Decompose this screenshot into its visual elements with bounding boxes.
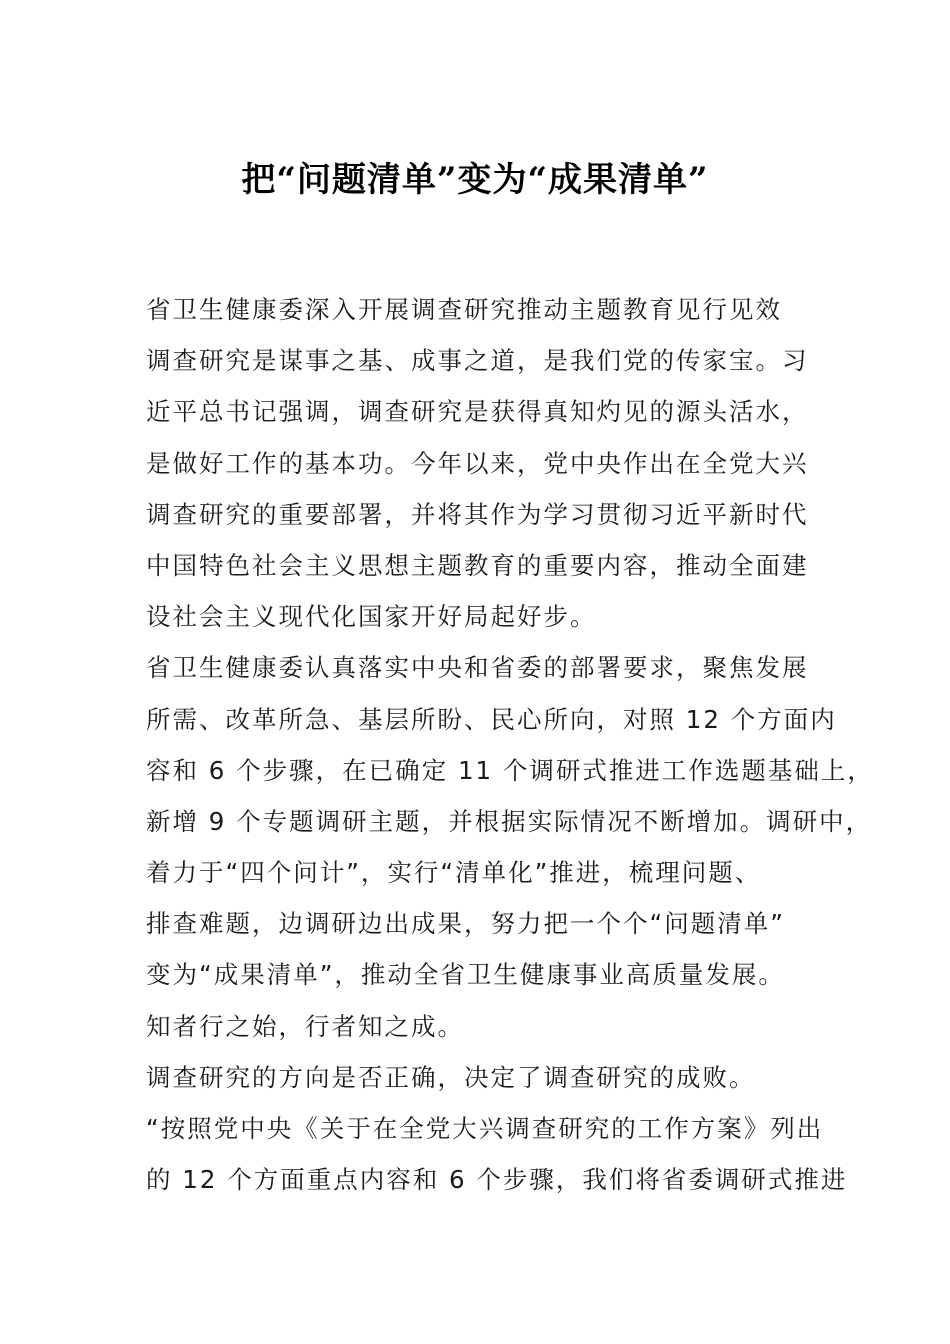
paragraph-subtitle bbox=[146, 284, 826, 335]
text-line: 变为“成果清单”，推动全省卫生健康事业高质量发展。 bbox=[146, 960, 785, 990]
paragraph-saying bbox=[146, 1001, 826, 1052]
document-body bbox=[146, 284, 874, 1205]
text-line: 知者行之始，行者知之成。 bbox=[146, 1011, 464, 1041]
text-line: 省卫生健康委认真落实中央和省委的部署要求，聚焦发展 bbox=[146, 653, 809, 683]
paragraph-quote bbox=[146, 1103, 848, 1205]
text-line: 调查研究的重要部署，并将其作为学习贯彻习近平新时代 bbox=[146, 499, 809, 529]
document-title: 把“问题清单”变为“成果清单” bbox=[241, 160, 709, 200]
paragraph-direction bbox=[146, 1052, 826, 1103]
text-line: 容和 6 个步骤，在已确定 11 个调研式推进工作选题基础上， bbox=[146, 755, 874, 785]
paragraph-intro bbox=[146, 335, 826, 642]
text-line: 调查研究是谋事之基、成事之道，是我们党的传家宝。习 bbox=[146, 346, 809, 376]
text-line: 省卫生健康委深入开展调查研究推动主题教育见行见效 bbox=[146, 295, 782, 324]
text-line: 近平总书记强调，调查研究是获得真知灼见的源头活水， bbox=[146, 397, 809, 427]
text-line: 中国特色社会主义思想主题教育的重要内容，推动全面建 bbox=[146, 550, 809, 580]
text-line: “按照党中央《关于在全党大兴调查研究的工作方案》列出 bbox=[146, 1114, 824, 1143]
text-line: 设社会主义现代化国家开好局起好步。 bbox=[146, 602, 597, 632]
text-line: 的 12 个方面重点内容和 6 个步骤，我们将省委调研式推进 bbox=[146, 1165, 848, 1195]
text-line: 调查研究的方向是否正确，决定了调查研究的成败。 bbox=[146, 1062, 756, 1092]
text-line: 着力于“四个问计”，实行“清单化”推进，梳理问题、 bbox=[146, 858, 762, 888]
text-line: 新增 9 个专题调研主题，并根据实际情况不断增加。调研中， bbox=[146, 806, 873, 836]
text-line: 是做好工作的基本功。今年以来，党中央作出在全党大兴 bbox=[146, 448, 809, 478]
paragraph-implementation bbox=[146, 642, 874, 1000]
text-line: 所需、改革所急、基层所盼、民心所向，对照 12 个方面内 bbox=[146, 704, 837, 734]
text-line: 排查难题，边调研边出成果，努力把一个个“问题清单” bbox=[146, 909, 785, 939]
